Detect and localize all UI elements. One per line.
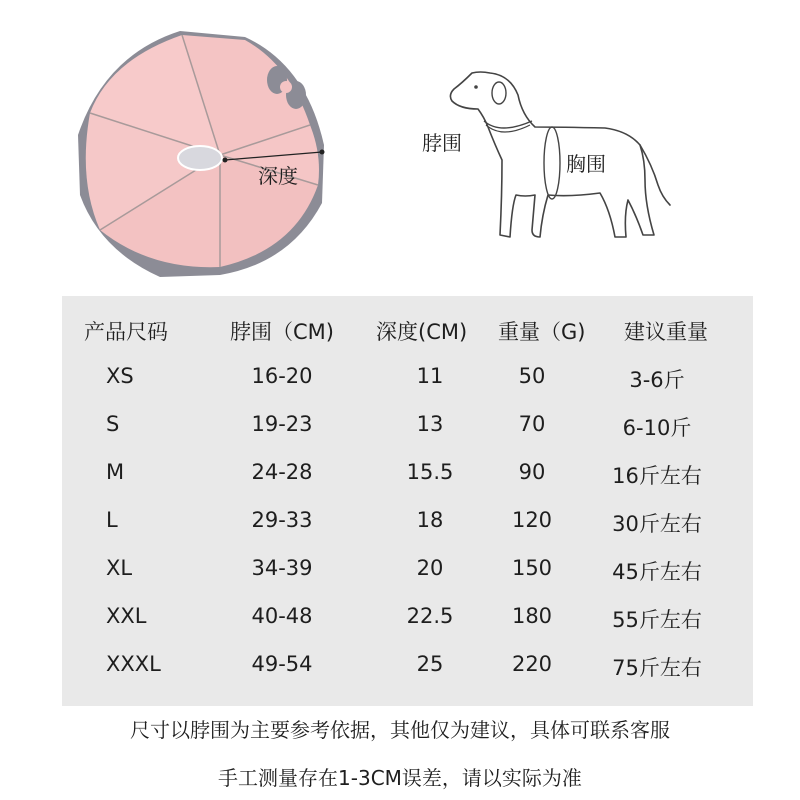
table-cell: 6-10斤: [622, 416, 692, 440]
size-code: L: [106, 508, 118, 532]
table-header-2: 深度(CM): [376, 320, 468, 344]
table-cell: 49-54: [251, 652, 313, 676]
size-code: M: [106, 460, 125, 484]
size-table: [62, 296, 753, 706]
size-code: XXL: [106, 604, 147, 628]
table-cell: 11: [416, 364, 444, 388]
table-header-3: 重量（G): [498, 320, 586, 344]
table-cell: 19-23: [251, 412, 313, 436]
depth-label: 深度: [258, 164, 298, 188]
size-code: XXXL: [106, 652, 161, 676]
chest-label: 胸围: [566, 152, 606, 176]
table-cell: 20: [416, 556, 444, 580]
table-cell: 70: [518, 412, 546, 436]
table-cell: 29-33: [251, 508, 313, 532]
note-line-1: 尺寸以脖围为主要参考依据，其他仅为建议，具体可联系客服: [130, 718, 670, 742]
table-cell: 34-39: [251, 556, 313, 580]
collar-illustration: [70, 25, 335, 285]
table-cell: 18: [416, 508, 444, 532]
dog-outline: [440, 65, 680, 250]
table-cell: 55斤左右: [612, 608, 702, 632]
table-cell: 50: [518, 364, 546, 388]
table-cell: 24-28: [251, 460, 313, 484]
table-header-4: 建议重量: [624, 320, 708, 344]
table-cell: 120: [511, 508, 553, 532]
table-cell: 3-6斤: [629, 368, 685, 392]
table-cell: 40-48: [251, 604, 313, 628]
table-cell: 22.5: [406, 604, 454, 628]
table-cell: 13: [416, 412, 444, 436]
table-cell: 220: [511, 652, 553, 676]
table-cell: 90: [518, 460, 546, 484]
note-line-2: 手工测量存在1-3CM误差，请以实际为准: [218, 766, 582, 790]
table-cell: 180: [511, 604, 553, 628]
table-cell: 45斤左右: [612, 560, 702, 584]
table-cell: 15.5: [406, 460, 454, 484]
chest-loop: [544, 127, 560, 199]
collar-opening: [178, 146, 222, 170]
table-cell: 25: [416, 652, 444, 676]
table-header-0: 产品尺码: [84, 320, 168, 344]
size-code: S: [106, 412, 120, 436]
neck-label: 脖围: [422, 131, 462, 155]
table-cell: 16-20: [251, 364, 313, 388]
table-cell: 30斤左右: [612, 512, 702, 536]
table-cell: 75斤左右: [612, 656, 702, 680]
size-code: XL: [106, 556, 133, 580]
size-code: XS: [106, 364, 134, 388]
table-cell: 16斤左右: [612, 464, 702, 488]
table-cell: 150: [511, 556, 553, 580]
table-header-1: 脖围（CM): [230, 320, 334, 344]
